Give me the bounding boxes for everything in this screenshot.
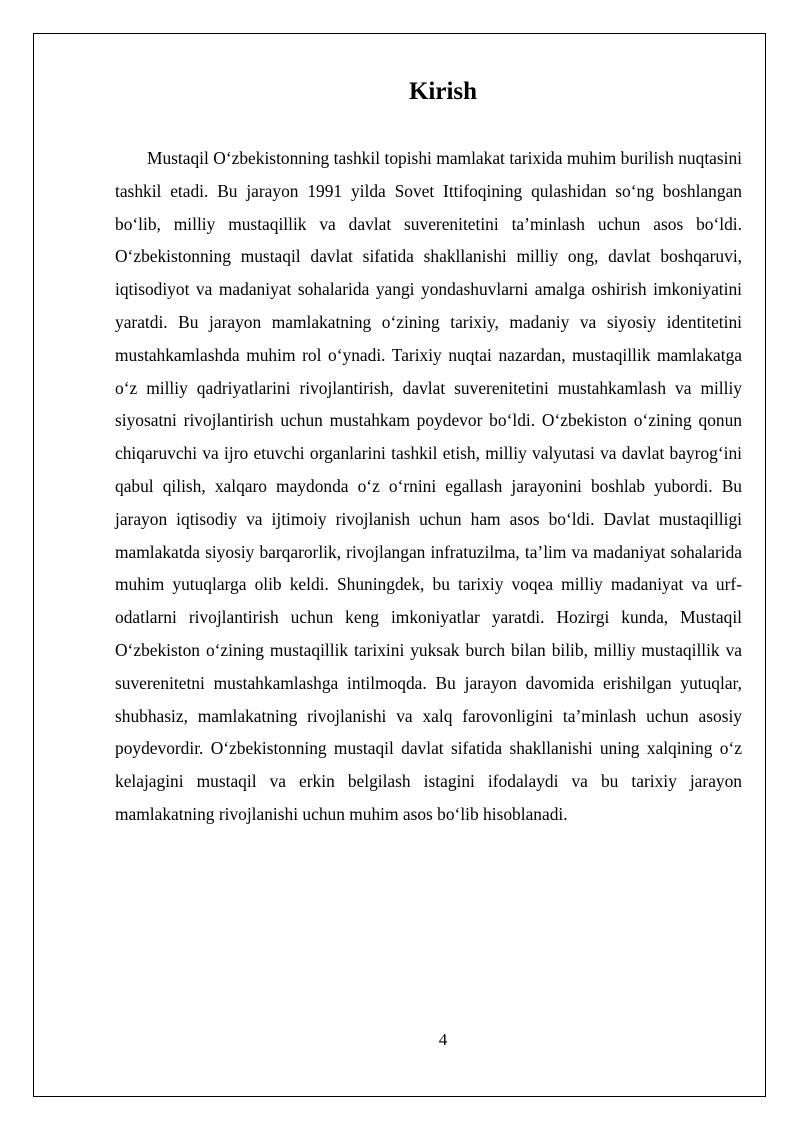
page-title: Kirish [408, 78, 478, 105]
body-paragraph: Mustaqil O‘zbekistonning tashkil topishi mamlakat tarixida muhim burilish nuqtasini tashkil etadi. Bu jarayon 1991 yilda Sovet Ittifoqining qulashidan so‘ng boshlangan bo‘lib, milliy mustaqillik va davlat suverenitetini ta’minlash uchun asos bo‘ldi. O‘zbekistonning mustaqil davlat sifatida shakllanishi milliy ong, davlat boshqaruvi, iqtisodiyot va madaniyat sohalarida yangi yondashuvlarni amalga oshirish imkoniyatini yaratdi. Bu jarayon mamlakatning o‘zining tarixiy, madaniy va siyosiy identitetini mustahkamlashda muhim rol o‘ynadi. Tarixiy nuqtai nazardan, mustaqillik mamlakatga o‘z milliy qadriyatlarini rivojlantirish, davlat suverenitetini mustahkamlash va milliy siyosatni rivojlantirish uchun mustahkam poydevor bo‘ldi. O‘zbekiston o‘zining qonun chiqaruvchi va ijro etuvchi organlarini tashkil etish, milliy valyutasi va davlat bayrog‘ini qabul qilish, xalqaro maydonda o‘z o‘rnini egallash jarayonini boshlab yubordi. Bu jarayon iqtisodiy va ijtimoiy rivojlanish uchun ham asos bo‘ldi. Davlat mustaqilligi mamlakatda siyosiy barqarorlik, rivojlangan infratuzilma, ta’lim va madaniyat sohalarida muhim yutuqlarga olib keldi. Shuningdek, bu tarixiy voqea milliy madaniyat va urf-odatlarni rivojlantirish uchun keng imkoniyatlar yaratdi. Hozirgi kunda, Mustaqil O‘zbekiston o‘zining mustaqillik tarixini yuksak burch bilan bilib, milliy mustaqillik va suverenitetni mustahkamlashga intilmoqda. Bu jarayon davomida erishilgan yutuqlar, shubhasiz, mamlakatning rivojlanishi va xalq farovonligini ta’minlash uchun asosiy poydevordir. O‘zbekistonning mustaqil davlat sifatida shakllanishi uning xalqining o‘z kelajagini mustaqil va erkin belgilash istagini ifodalaydi va bu tarixiy jarayon mamlakatning rivojlanishi uchun muhim asos bo‘lib hisoblanadi. [115, 148, 742, 824]
page-number: 4 [438, 1030, 448, 1049]
